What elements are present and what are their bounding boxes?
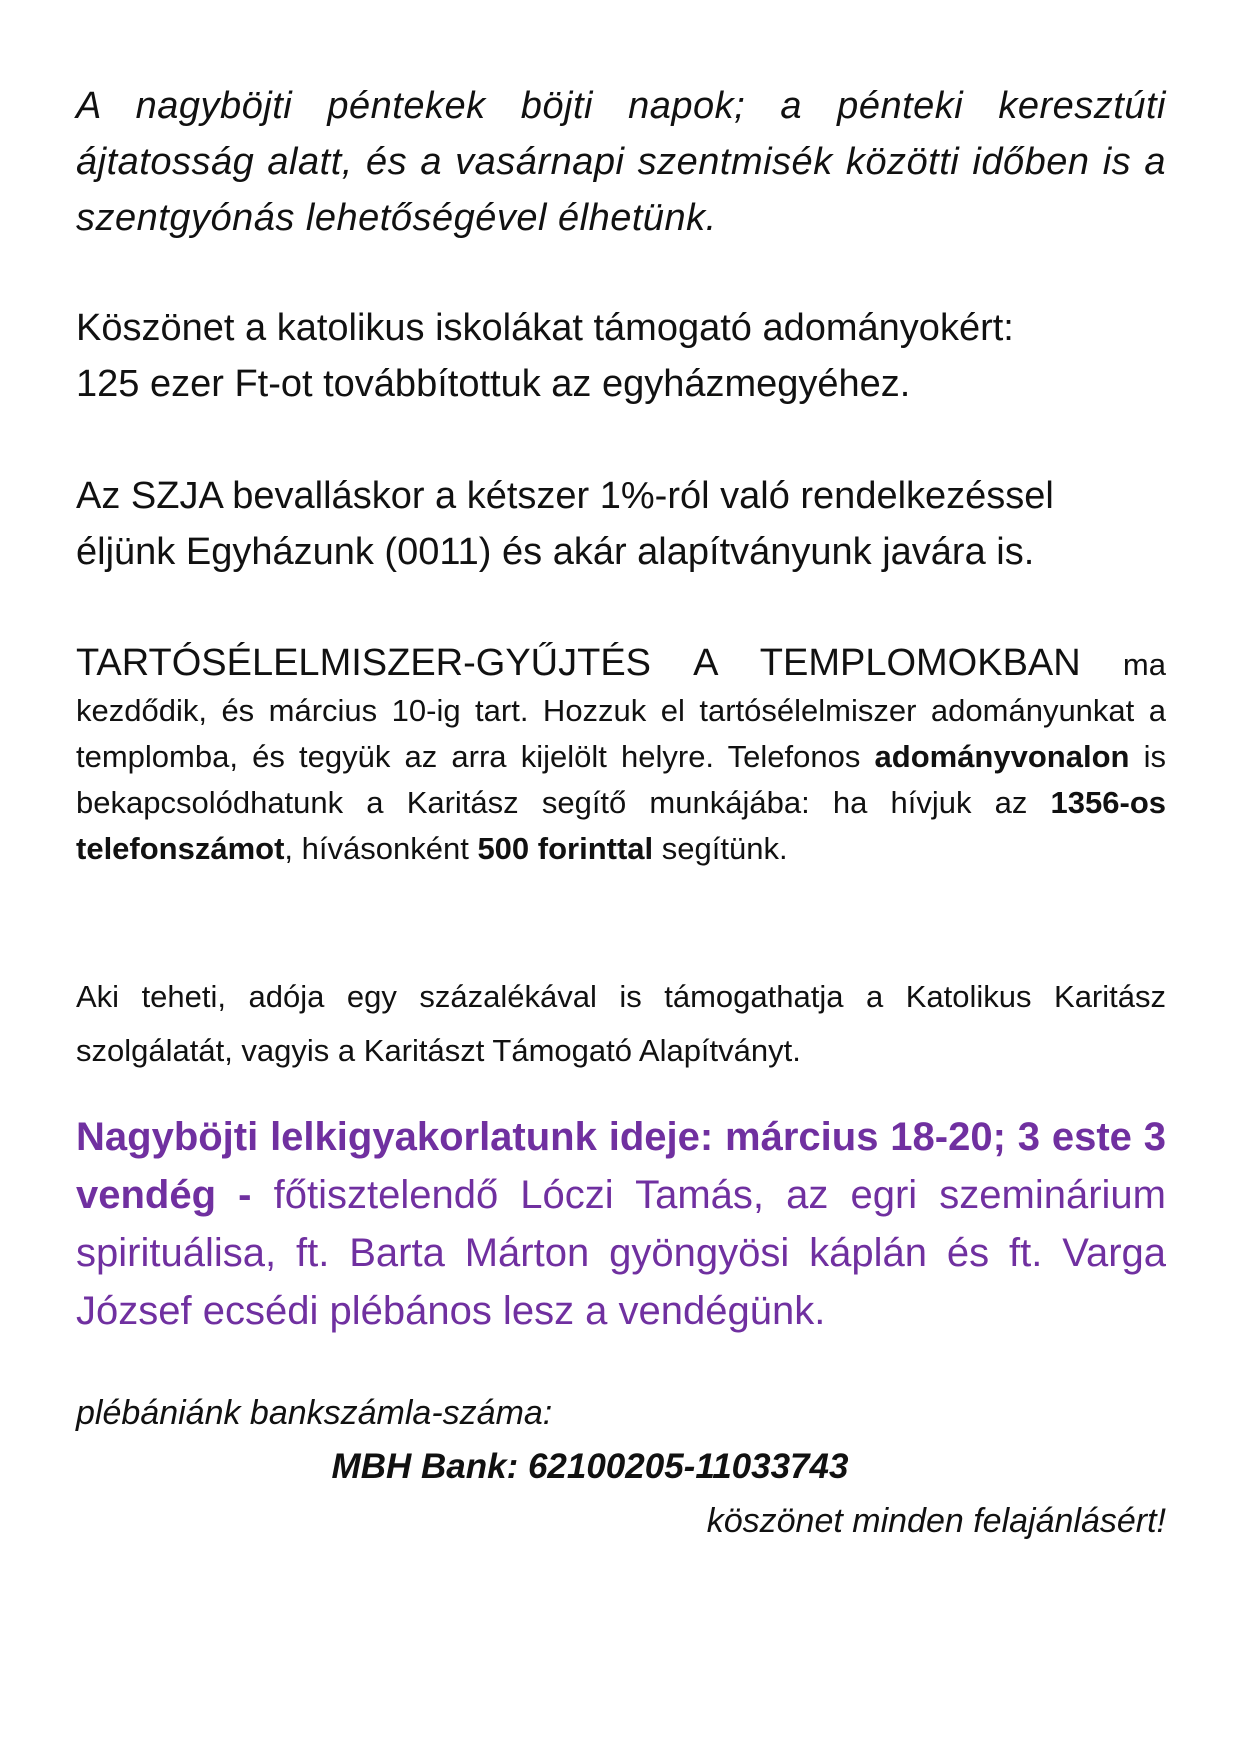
retreat-guests: főtisztelendő Lóczi Tamás, az egri szeminárium spirituálisa, ft. Barta Márton gyöngyösi káplán és ft. Varga József ecsédi plébános lesz a vendégünk. [76,1173,1166,1333]
retreat-paragraph [76,1108,1166,1340]
thanks-note: köszönet minden felajánlásért! [706,1502,1166,1540]
bank-account-label: plébániánk bankszámla-száma: [76,1394,553,1432]
food-collection-text-1: ma kezdődik, és március 10-ig tart. Hozzuk el tartósélelmiszer adományunkat a templomba, és tegyük az arra kijelölt helyre. Telefonos [76,647,1166,774]
food-collection-paragraph [76,640,1166,872]
szja-paragraph [76,468,1166,580]
bank-account-number: MBH Bank: 62100205-11033743 [331,1447,849,1486]
school-donation-line-1: Köszönet a katolikus iskolákat támogató adományokért: [76,307,1014,349]
szja-line-2: éljünk Egyházunk (0011) és akár alapítványunk javára is. [76,531,1035,573]
school-donation-paragraph [76,300,1166,412]
food-collection-text-3: , hívásonként [284,831,478,866]
phone-number-label: 1356-os telefonszámot [76,785,1166,866]
food-collection-text-4: segítünk. [653,831,788,866]
food-collection-text-2: is bekapcsolódhatunk a Karitász segítő munkájába: ha hívjuk az [76,739,1166,820]
donation-line-label: adományvonalon [874,739,1130,774]
szja-line-1: Az SZJA bevalláskor a kétszer 1%-ról való rendelkezéssel [76,475,1054,517]
confession-paragraph: A nagyböjti péntekek böjti napok; a pénteki keresztúti ájtatosság alatt, és a vasárnapi szentmisék közötti időben is a szentgyónás lehetőségével élhetünk. [76,85,1166,239]
food-collection-heading: TARTÓSÉLELMISZER-GYŰJTÉS A TEMPLOMOKBAN [76,642,1081,684]
caritas-paragraph: Aki teheti, adója egy százalékával is támogathatja a Katolikus Karitász szolgálatát, vagyis a Karitászt Támogató Alapítványt. [76,979,1166,1068]
donation-amount-label: 500 forinttal [477,831,654,866]
school-donation-line-2: 125 ezer Ft-ot továbbítottuk az egyházmegyéhez. [76,363,911,405]
retreat-heading: Nagyböjti lelkigyakorlatunk ideje: március 18-20; 3 este 3 vendég - [76,1115,1166,1217]
